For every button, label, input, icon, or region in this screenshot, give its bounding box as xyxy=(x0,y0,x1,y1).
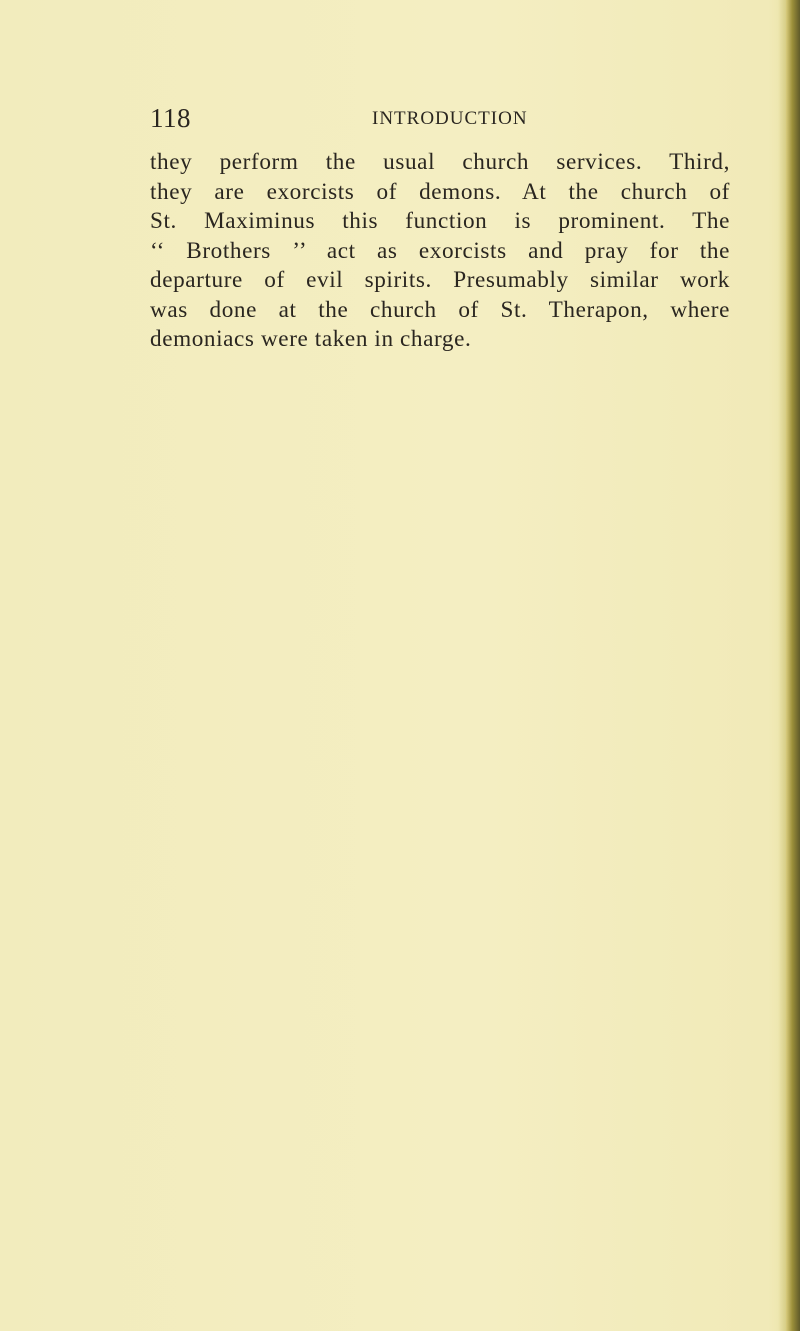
page-edge xyxy=(786,0,800,1331)
running-head: INTRODUCTION xyxy=(372,108,528,129)
text-line: they perform the usual church services. Third, xyxy=(150,149,730,175)
page-number: 118 xyxy=(150,103,191,133)
body-text xyxy=(150,148,730,355)
page-header xyxy=(150,100,730,136)
text-line: was done at the church of St. Therapon, where xyxy=(150,296,730,323)
text-line: they are exorcists of demons. At the church of xyxy=(150,178,730,205)
text-line: departure of evil spirits. Presumably similar work xyxy=(150,267,730,293)
text-line: St. Maximinus this function is prominent. The xyxy=(150,208,730,234)
text-line: ‘‘ Brothers ’’ act as exorcists and pray for the xyxy=(150,237,730,264)
page-edge-shadow xyxy=(778,0,786,1331)
text-line: demoniacs were taken in charge. xyxy=(150,326,472,352)
